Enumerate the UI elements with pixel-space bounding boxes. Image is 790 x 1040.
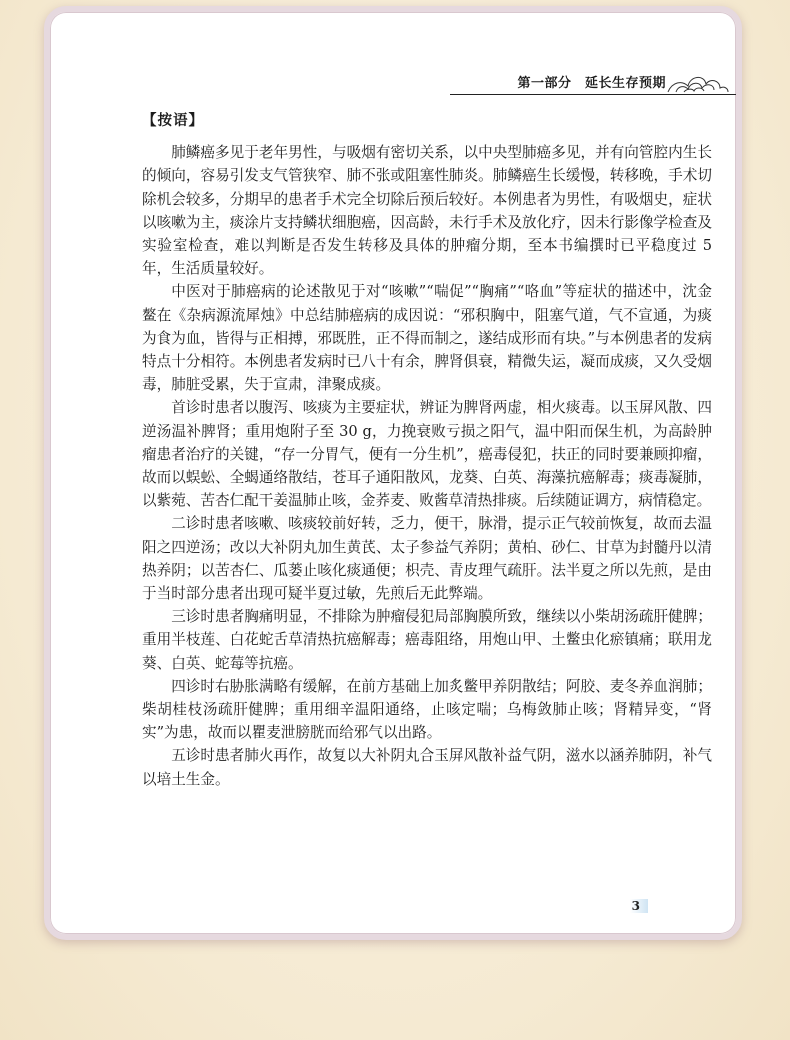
page-number: 3 [630, 899, 648, 913]
paragraph: 三诊时患者胸痛明显，不排除为肿瘤侵犯局部胸膜所致，继续以小柴胡汤疏肝健脾；重用半枝莲、白花蛇舌草清热抗癌解毒；癌毒阻络，用炮山甲、土鳖虫化瘀镇痛；联用龙葵、白英、蛇莓等抗癌。 [142, 608, 712, 672]
paragraph: 二诊时患者咳嗽、咳痰较前好转，乏力，便干，脉滑，提示正气较前恢复，故而去温阳之四逆汤；改以大补阴丸加生黄芪、太子参益气养阴；黄柏、砂仁、甘草为封髓丹以清热养阴；以苦杏仁、瓜蒌止咳化痰通便；枳壳、青皮理气疏肝。法半夏之所以先煎，是由于当时部分患者出现可疑半夏过敏，先煎后无此弊端。 [142, 515, 712, 603]
book-page [44, 6, 742, 940]
running-header [50, 68, 736, 98]
page-body [142, 110, 712, 791]
paragraph: 中医对于肺癌病的论述散见于对“咳嗽”“喘促”“胸痛”“咯血”等症状的描述中，沈金鳌在《杂病源流犀烛》中总结肺癌病的成因说：“邪积胸中，阻塞气道，气不宣通，为痰为食为血，皆得与正相搏，邪既胜，正不得而制之，遂结成形而有块。”与本例患者的发病特点十分相符。本例患者发病时已八十有余，脾肾俱衰，精微失运，凝而成痰，又久受烟毒，肺脏受累，失于宣肃，津聚成痰。 [142, 283, 712, 394]
cloud-ornament-icon [666, 68, 730, 94]
section-heading: 【按语】 [142, 113, 204, 129]
header-rule [450, 94, 736, 95]
paragraph: 四诊时右胁胀满略有缓解，在前方基础上加炙鳖甲养阴散结；阿胶、麦冬养血润肺；柴胡桂枝汤疏肝健脾；重用细辛温阳通络，止咳定喘；乌梅敛肺止咳；肾精异变，“肾实”为患，故而以瞿麦泄膀胱而给邪气以出路。 [142, 677, 712, 742]
header-title: 第一部分 延长生存预期 [517, 76, 666, 91]
paragraph: 首诊时患者以腹泻、咳痰为主要症状，辨证为脾肾两虚，相火痰毒。以玉屏风散、四逆汤温补脾肾；重用炮附子至 30 g，力挽衰败亏损之阳气，温中阳而保生机，为高龄肿瘤患者治疗的关键，“存一分胃气，便有一分生机”，癌毒侵犯，扶正的同时要兼顾抑瘤，故而以蜈蚣、全蝎通络散结，苍耳子通阳散风，龙葵、白英、海藻抗癌解毒；痰毒凝肺，以紫菀、苦杏仁配干姜温肺止咳，金荞麦、败酱草清热排痰。后续随证调方，病情稳定。 [142, 399, 712, 510]
paragraph: 肺鳞癌多见于老年男性，与吸烟有密切关系，以中央型肺癌多见，并有向管腔内生长的倾向，容易引发支气管狭窄、肺不张或阻塞性肺炎。肺鳞癌生长缓慢，转移晚，手术切除机会较多，分期早的患者手术完全切除后预后较好。本例患者为男性，有吸烟史，症状以咳嗽为主，痰涂片支持鳞状细胞癌，因高龄，未行手术及放化疗，因未行影像学检查及实验室检查，难以判断是否发生转移及具体的肿瘤分期，至本书编撰时已平稳度过 5 年，生活质量较好。 [142, 144, 712, 278]
paragraph: 五诊时患者肺火再作，故复以大补阴丸合玉屏风散补益气阴，滋水以涵养肺阴，补气以培土生金。 [142, 747, 712, 788]
